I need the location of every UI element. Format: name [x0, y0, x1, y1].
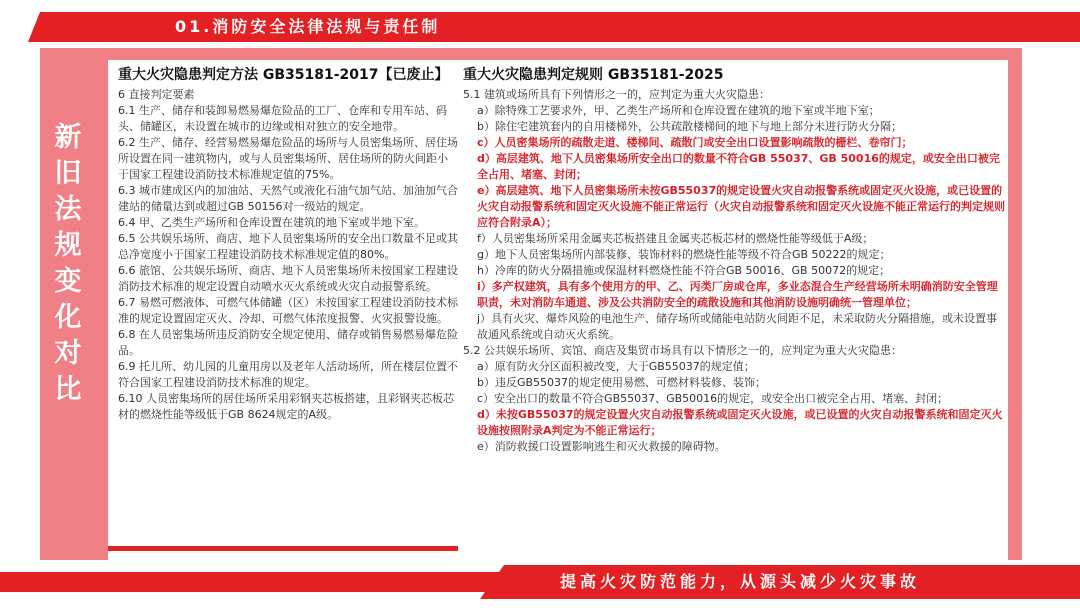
- right-item: h）冷库的防火分隔措施或保温材料燃烧性能不符合GB 50016、GB 50072的规定；: [477, 264, 891, 277]
- right-item: c）安全出口的数量不符合GB55037、GB50016的规定，或安全出口被完全占用、堵塞、封闭；: [477, 392, 949, 405]
- right-item: 5.1 建筑或场所具有下列情形之一的，应判定为重大火灾隐患：: [463, 88, 770, 101]
- right-item-emphasis: d）未按GB55037的规定设置火灾自动报警系统或固定灭火设施，或已设置的火灾自动报警系统和固定灭火设施按照附录A判定为不能正常运行；: [477, 408, 1003, 437]
- left-paragraph: 6.8 在人员密集场所违反消防安全规定使用、储存或销售易燃易爆危险品。: [118, 328, 458, 357]
- side-title: [38, 120, 98, 408]
- right-item-emphasis: e）高层建筑、地下人员密集场所未按GB55037的规定设置火灾自动报警系统或固定灭火设施，或已设置的火灾自动报警系统和固定灭火设施不能正常运行（火灾自动报警系统和固定灭火设施不能正常运行的判定规则应符合附录A）；: [477, 184, 1005, 229]
- left-heading: 重大火灾隐患判定方法 GB35181-2017【已废止】: [118, 67, 449, 83]
- side-title-char: 旧: [54, 158, 82, 189]
- right-item: a）除特殊工艺要求外，甲、乙类生产场所和仓库设置在建筑的地下室或半地下室；: [477, 104, 880, 117]
- right-heading: 重大火灾隐患判定规则 GB35181-2025: [463, 67, 724, 83]
- right-item: b）违反GB55037的规定使用易燃、可燃材料装修、装饰；: [477, 376, 767, 389]
- red-underline: [108, 546, 458, 551]
- right-item: a）原有防火分区面积被改变，大于GB55037的规定值；: [477, 360, 755, 373]
- side-title-char: 对: [54, 338, 82, 369]
- left-paragraph: 6.6 旅馆、公共娱乐场所、商店、地下人员密集场所未按国家工程建设消防技术标准的规定设置自动喷水灭火系统或火灾自动报警系统。: [118, 264, 458, 293]
- right-item: j）具有火灾、爆炸风险的电池生产、储存场所或储能电站防火间距不足，未采取防火分隔措施，或未设置事故通风系统或自动灭火系统。: [477, 312, 998, 341]
- left-paragraph: 6.5 公共娱乐场所、商店、地下人员密集场所的安全出口数量不足或其总净宽度小于国家工程建设消防技术标准规定值的80%。: [118, 232, 458, 261]
- left-paragraph: 6.9 托儿所、幼儿园的儿童用房以及老年人活动场所，所在楼层位置不符合国家工程建设消防技术标准的规定。: [118, 360, 458, 389]
- right-item: f）人员密集场所采用金属夹芯板搭建且金属夹芯板芯材的燃烧性能等级低于A级；: [477, 232, 874, 245]
- left-paragraph: 6.2 生产、储存、经营易燃易爆危险品的场所与人员密集场所、居住场所设置在同一建筑物内，或与人员密集场所、居住场所的防火间距小于国家工程建设消防技术标准规定值的75%。: [118, 136, 458, 181]
- right-item-emphasis: i）多产权建筑，具有多个使用方的甲、乙、丙类厂房或仓库，多业态混合生产经营场所未明确消防安全管理职责，未对消防车通道、涉及公共消防安全的疏散设施和其他消防设施明确统一管理单位；: [477, 280, 998, 309]
- right-item: g）地下人员密集场所内部装修、装饰材料的燃烧性能等级不符合GB 50222的规定；: [477, 248, 891, 261]
- side-title-char: 变: [54, 266, 82, 297]
- right-item-emphasis: d）高层建筑、地下人员密集场所安全出口的数量不符合GB 55037、GB 50016的规定，或安全出口被完全占用、堵塞、封闭；: [477, 152, 1000, 181]
- footer-title: 提高火灾防范能力，从源头减少火灾事故: [560, 572, 921, 591]
- right-item: b）除住宅建筑套内的自用楼梯外，公共疏散楼梯间的地下与地上部分未进行防火分隔；: [477, 120, 902, 133]
- left-paragraph: 6.4 甲、乙类生产场所和仓库设置在建筑的地下室或半地下室。: [118, 216, 425, 229]
- side-title-char: 规: [54, 230, 82, 261]
- left-paragraph: 6.10 人员密集场所的居住场所采用彩钢夹芯板搭建，且彩钢夹芯板芯材的燃烧性能等级低于GB 8624规定的A级。: [118, 392, 454, 421]
- side-title-char: 比: [54, 374, 82, 405]
- right-item: e）消防救援口设置影响逃生和灭火救援的障碍物。: [477, 440, 726, 453]
- header-title: 01.消防安全法律法规与责任制: [175, 17, 441, 36]
- side-title-char: 化: [54, 302, 82, 333]
- content-panel: [108, 60, 1008, 560]
- right-item: 5.2 公共娱乐场所、宾馆、商店及集贸市场具有以下情形之一的，应判定为重大火灾隐患：: [463, 344, 902, 357]
- left-paragraph: 6.1 生产、储存和装卸易燃易爆危险品的工厂、仓库和专用车站、码头、储罐区，未设置在城市的边缘或相对独立的安全地带。: [118, 104, 447, 133]
- right-item-emphasis: c）人员密集场所的疏散走道、楼梯间、疏散门或安全出口设置影响疏散的栅栏、卷帘门；: [477, 136, 913, 149]
- side-title-char: 法: [54, 194, 82, 225]
- left-paragraph: 6.7 易燃可燃液体、可燃气体储罐（区）未按国家工程建设消防技术标准的规定设置固定灭火、冷却、可燃气体浓度报警、火灾报警设施。: [118, 296, 458, 325]
- header-bar: [0, 12, 1080, 42]
- left-paragraph: 6.3 城市建成区内的加油站、天然气或液化石油气加气站、加油加气合建站的储量达到或超过GB 50156对一级站的规定。: [118, 184, 458, 213]
- header-notch: [0, 12, 40, 42]
- left-paragraph: 6 直接判定要素: [118, 88, 195, 101]
- side-title-char: 新: [54, 122, 82, 153]
- right-column: [463, 66, 1008, 455]
- left-column: [118, 66, 458, 423]
